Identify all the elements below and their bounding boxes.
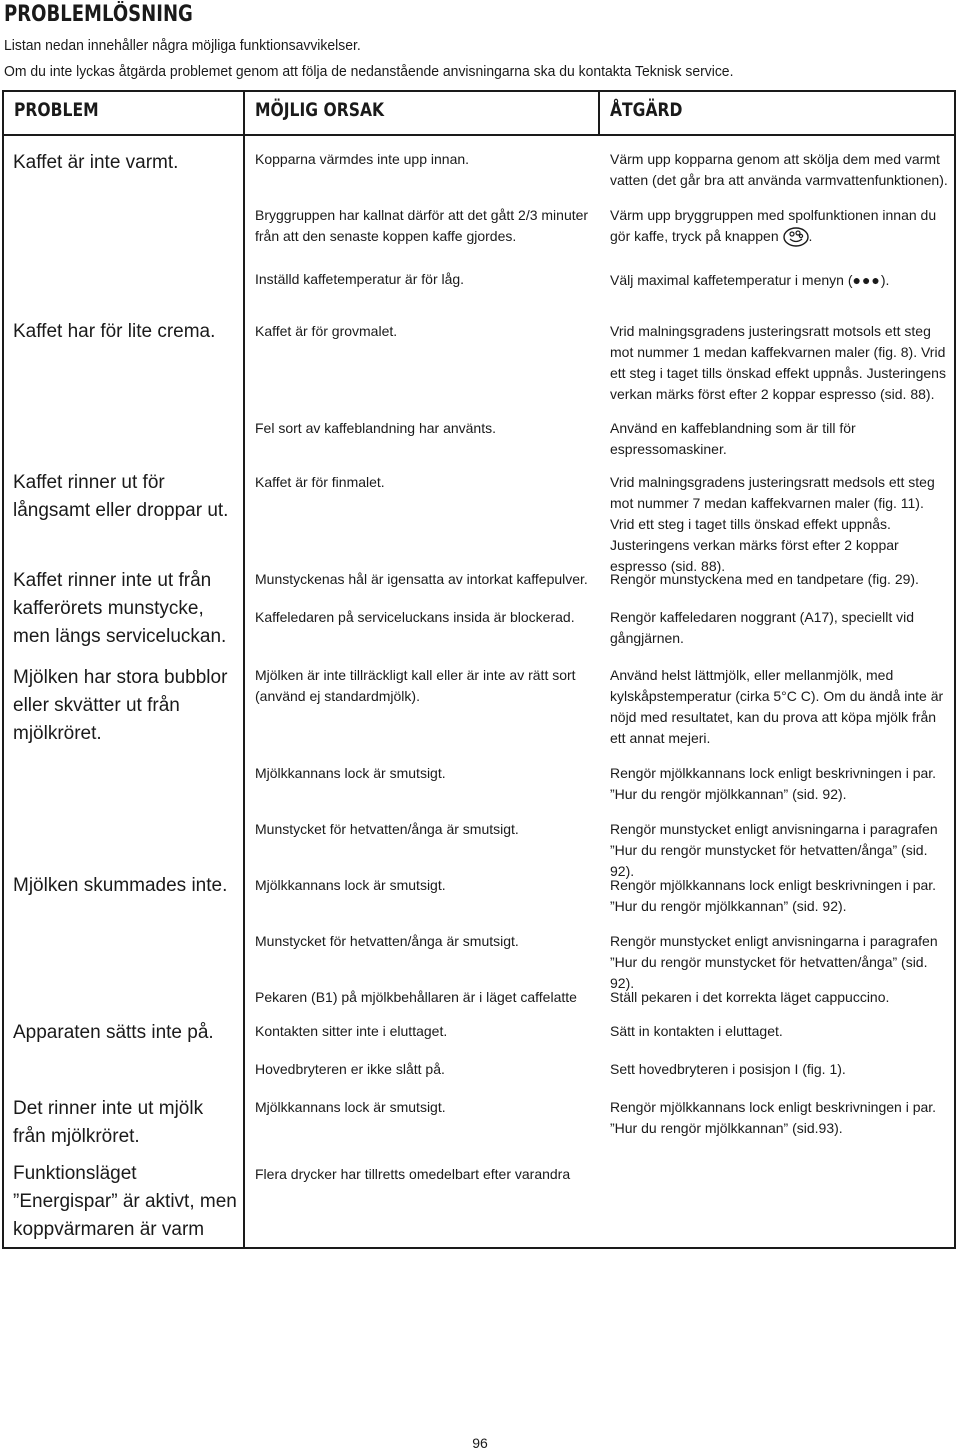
action-text-part: Värm upp bryggruppen med spolfunktionen innan du gör kaffe, tryck på knappen <box>610 207 937 244</box>
action-text <box>610 205 948 247</box>
action-text: Använd helst lättmjölk, eller mellanmjölk, med kylskåpstemperatur (cirka 5°C C). Om du ändå inte är nöjd med resultatet, kan du prova att köpa mjölk från ett annat mejeri. <box>610 667 944 746</box>
problem-item: Kaffet rinner inte ut från kafferörets munstycke, men längs serviceluckan. <box>13 570 227 647</box>
problem-item: Funktionsläget ”Energispar” är aktivt, men koppvärmaren är varm <box>13 1163 237 1240</box>
action-text-part: Välj maximal kaffetemperatur i menyn ( <box>610 272 853 288</box>
action-text: Rengör munstyckena med en tandpetare (fig. 29). <box>610 571 919 587</box>
action-text: Ställ pekaren i det korrekta läget cappuccino. <box>610 989 890 1005</box>
action-text <box>610 270 948 291</box>
cause-text: Kaffeledaren på serviceluckans insida är blockerad. <box>255 609 575 625</box>
cause-text: Kontakten sitter inte i eluttaget. <box>255 1023 448 1039</box>
intro-line-1: Listan nedan innehåller några möjliga funktionsavvikelser. <box>4 37 361 54</box>
action-text: Använd en kaffeblandning som är till för espressomaskiner. <box>610 420 856 457</box>
cause-text: Pekaren (B1) på mjölkbehållaren är i läget caffelatte <box>255 989 577 1005</box>
action-text-part: . <box>808 228 813 244</box>
cause-text: Munstyckenas hål är igensatta av intorkat kaffepulver. <box>255 571 588 587</box>
cause-text: Kaffet är för grovmalet. <box>255 323 398 339</box>
problem-item: Mjölken har stora bubblor eller skvätter ut från mjölkröret. <box>13 667 228 744</box>
temperature-dots-icon: ●●● <box>852 272 881 288</box>
cause-text: Mjölkkannans lock är smutsigt. <box>255 877 446 893</box>
page-title: PROBLEMLÖSNING <box>4 2 193 27</box>
cause-text: Munstycket för hetvatten/ånga är smutsigt. <box>255 933 519 949</box>
cause-text: Inställd kaffetemperatur är för låg. <box>255 271 465 287</box>
cause-text: Kopparna värmdes inte upp innan. <box>255 151 470 167</box>
problem-item: Kaffet är inte varmt. <box>13 152 179 173</box>
action-text: Sett hovedbryteren i posisjon I (fig. 1). <box>610 1061 846 1077</box>
action-text: Vrid malningsgradens justeringsratt medsols ett steg mot nummer 7 medan kaffekvarnen maler (fig. 11). Vrid ett steg i taget tills önskad effekt uppnås. Justeringens verkan märks först efter 2 koppar espresso (sid. 88). <box>610 474 935 574</box>
action-text: Rengör kaffeledaren noggrant (A17), speciellt vid gångjärnen. <box>610 609 915 646</box>
cause-text: Mjölkkannans lock är smutsigt. <box>255 765 446 781</box>
action-text: Rengör mjölkkannans lock enligt beskrivningen i par. ”Hur du rengör mjölkkannan” (sid. 92). <box>610 765 937 802</box>
table-header <box>4 92 954 136</box>
action-text: Rengör mjölkkannans lock enligt beskrivningen i par. ”Hur du rengör mjölkkannan” (sid.93). <box>610 1099 937 1136</box>
cause-text: Munstycket för hetvatten/ånga är smutsigt. <box>255 821 519 837</box>
cause-text: Fel sort av kaffeblandning har använts. <box>255 420 497 436</box>
cause-text: Mjölken är inte tillräckligt kall eller är inte av rätt sort (använd ej standardmjölk). <box>255 667 576 704</box>
problem-item: Kaffet rinner ut för långsamt eller droppar ut. <box>13 472 229 521</box>
intro-line-2: Om du inte lyckas åtgärda problemet genom att följa de nedanstående anvisningarna ska du kontakta Teknisk service. <box>4 63 734 80</box>
column-divider-1 <box>243 92 245 1247</box>
cause-text: Kaffet är för finmalet. <box>255 474 385 490</box>
header-action: ÅTGÄRD <box>610 99 683 121</box>
action-text: Vrid malningsgradens justeringsratt motsols ett steg mot nummer 1 medan kaffekvarnen maler (fig. 8). Vrid ett steg i taget tills önskad effekt uppnås. Justeringens verkan märks först efter 2 koppar espresso (sid. 88). <box>610 323 946 402</box>
problem-item: Apparaten sätts inte på. <box>13 1022 214 1043</box>
action-text: Rengör mjölkkannans lock enligt beskrivningen i par. ”Hur du rengör mjölkkannan” (sid. 92). <box>610 877 937 914</box>
cup-rinse-icon <box>783 227 809 247</box>
troubleshooting-table <box>2 90 956 1249</box>
action-text: Värm upp kopparna genom att skölja dem med varmt vatten (det går bra att använda varmvattenfunktionen). <box>610 151 948 188</box>
action-text: Rengör munstycket enligt anvisningarna i paragrafen ”Hur du rengör munstycket för hetvatten/ånga” (sid. 92). <box>610 933 938 991</box>
action-text: Rengör munstycket enligt anvisningarna i paragrafen ”Hur du rengör munstycket för hetvatten/ånga” (sid. 92). <box>610 821 938 879</box>
cause-text: Mjölkkannans lock är smutsigt. <box>255 1099 446 1115</box>
action-text: Sätt in kontakten i eluttaget. <box>610 1023 783 1039</box>
action-text-part: ). <box>880 272 890 288</box>
cause-text: Bryggruppen har kallnat därför att det gått 2/3 minuter från att den senaste koppen kaffe gjordes. <box>255 207 589 244</box>
problem-item: Mjölken skummades inte. <box>13 875 228 896</box>
header-problem: PROBLEM <box>14 99 99 121</box>
page-number: 96 <box>472 1435 488 1451</box>
cause-text: Hovedbryteren er ikke slått på. <box>255 1061 445 1077</box>
header-cause: MÖJLIG ORSAK <box>255 99 385 121</box>
cause-text: Flera drycker har tillretts omedelbart efter varandra <box>255 1166 571 1182</box>
problem-item: Kaffet har för lite crema. <box>13 321 216 342</box>
problem-item: Det rinner inte ut mjölk från mjölkröret. <box>13 1098 204 1147</box>
